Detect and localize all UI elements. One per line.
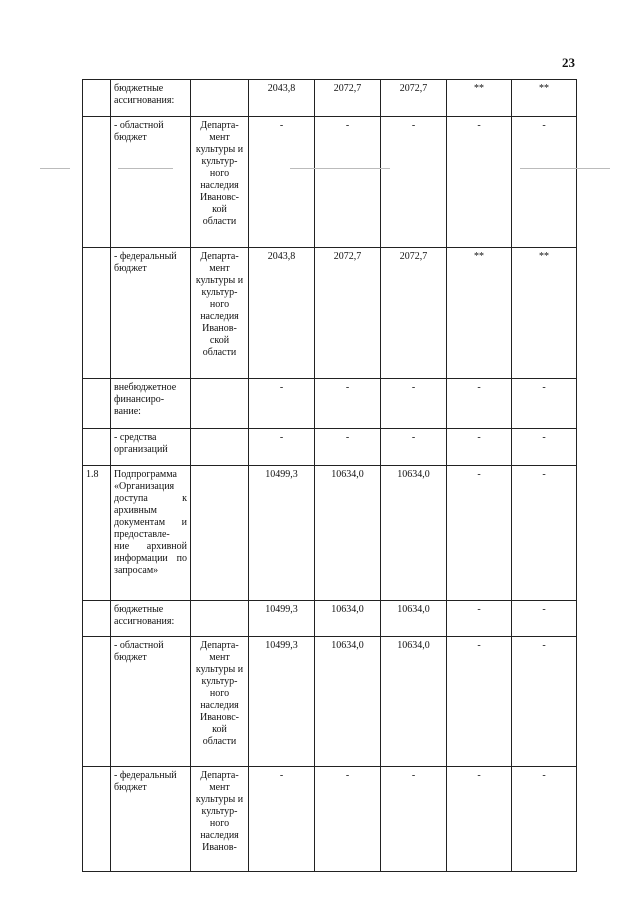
row-name: Подпрограмма «Организация доступа к архивным документам и предоставле- ние архивной информации по запросам» xyxy=(111,466,191,601)
row-executor xyxy=(191,601,249,637)
value-cell: 10634,0 xyxy=(315,601,381,637)
value-cell: 2072,7 xyxy=(315,248,381,379)
value-cell: 10634,0 xyxy=(315,637,381,767)
row-number xyxy=(83,767,111,872)
table-row xyxy=(83,466,577,601)
row-number xyxy=(83,80,111,117)
value-cell: 10634,0 xyxy=(381,637,447,767)
row-name: - областной бюджет xyxy=(111,637,191,767)
value-cell: - xyxy=(512,767,577,872)
row-number xyxy=(83,117,111,248)
value-cell: 10499,3 xyxy=(249,601,315,637)
row-number xyxy=(83,248,111,379)
value-cell: - xyxy=(249,117,315,248)
value-cell: - xyxy=(447,637,512,767)
value-cell: - xyxy=(447,466,512,601)
row-executor: Департа- мент культуры и культур- ного наследия Иванов- xyxy=(191,767,249,872)
row-number xyxy=(83,429,111,466)
table-row xyxy=(83,601,577,637)
row-name: - средства организаций xyxy=(111,429,191,466)
row-number: 1.8 xyxy=(83,466,111,601)
scan-artifact-line xyxy=(118,168,173,169)
scan-artifact-line xyxy=(290,168,390,169)
row-executor xyxy=(191,466,249,601)
row-name: внебюджетное финансиро- вание: xyxy=(111,379,191,429)
value-cell: ** xyxy=(447,248,512,379)
value-cell: 2072,7 xyxy=(381,80,447,117)
value-cell: - xyxy=(512,429,577,466)
value-cell: - xyxy=(447,117,512,248)
value-cell: 10634,0 xyxy=(381,601,447,637)
value-cell: - xyxy=(249,767,315,872)
row-name: бюджетные ассигнования: xyxy=(111,80,191,117)
value-cell: - xyxy=(447,601,512,637)
value-cell: ** xyxy=(512,80,577,117)
value-cell: - xyxy=(447,429,512,466)
row-executor: Департа- мент культуры и культур- ного наследия Ивановс- кой области xyxy=(191,637,249,767)
value-cell: - xyxy=(381,379,447,429)
value-cell: - xyxy=(512,637,577,767)
value-cell: 2043,8 xyxy=(249,80,315,117)
value-cell: 10499,3 xyxy=(249,466,315,601)
scan-artifact-line xyxy=(520,168,610,169)
scan-artifact-line xyxy=(40,168,70,169)
table-row xyxy=(83,80,577,117)
value-cell: 10499,3 xyxy=(249,637,315,767)
value-cell: - xyxy=(249,429,315,466)
row-number xyxy=(83,637,111,767)
row-name: - федеральный бюджет xyxy=(111,248,191,379)
value-cell: - xyxy=(381,117,447,248)
row-name: бюджетные ассигнования: xyxy=(111,601,191,637)
value-cell: - xyxy=(512,379,577,429)
value-cell: - xyxy=(315,117,381,248)
value-cell: 10634,0 xyxy=(381,466,447,601)
value-cell: - xyxy=(512,601,577,637)
value-cell: - xyxy=(447,767,512,872)
value-cell: - xyxy=(447,379,512,429)
value-cell: 10634,0 xyxy=(315,466,381,601)
value-cell: ** xyxy=(512,248,577,379)
value-cell: 2072,7 xyxy=(381,248,447,379)
value-cell: 2072,7 xyxy=(315,80,381,117)
row-executor: Департа- мент культуры и культур- ного наследия Иванов- ской области xyxy=(191,248,249,379)
value-cell: 2043,8 xyxy=(249,248,315,379)
value-cell: - xyxy=(315,429,381,466)
value-cell: - xyxy=(315,767,381,872)
value-cell: - xyxy=(512,117,577,248)
row-executor: Департа- мент культуры и культур- ного наследия Ивановс- кой области xyxy=(191,117,249,248)
value-cell: - xyxy=(315,379,381,429)
value-cell: - xyxy=(381,429,447,466)
row-name: - областной бюджет xyxy=(111,117,191,248)
row-executor xyxy=(191,80,249,117)
table-row xyxy=(83,248,577,379)
table-row xyxy=(83,117,577,248)
table-row xyxy=(83,637,577,767)
row-name: - федеральный бюджет xyxy=(111,767,191,872)
page-number: 23 xyxy=(562,55,575,70)
value-cell: ** xyxy=(447,80,512,117)
value-cell: - xyxy=(512,466,577,601)
row-number xyxy=(83,601,111,637)
row-executor xyxy=(191,429,249,466)
table-row xyxy=(83,767,577,872)
table-row xyxy=(83,379,577,429)
budget-table xyxy=(82,79,577,872)
value-cell: - xyxy=(249,379,315,429)
row-number xyxy=(83,379,111,429)
row-executor xyxy=(191,379,249,429)
value-cell: - xyxy=(381,767,447,872)
table-row xyxy=(83,429,577,466)
